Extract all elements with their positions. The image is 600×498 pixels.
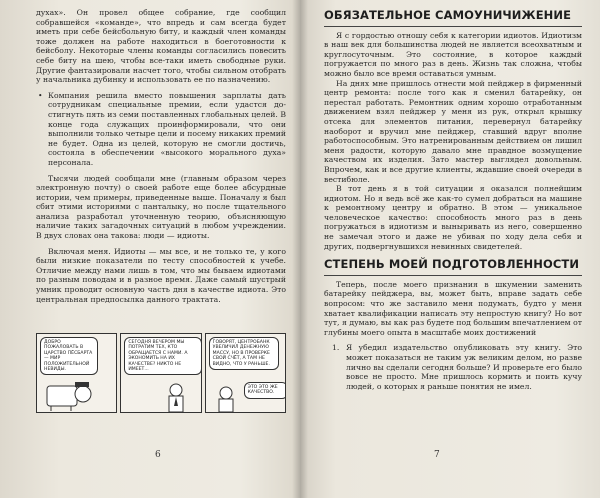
list-item [332, 343, 582, 391]
dilbert-figure-icon [161, 382, 191, 412]
section-heading: ОБЯЗАТЕЛЬНОЕ САМОУНИЧИЖЕНИЕ [324, 8, 572, 22]
paragraph: духах». Он провел общее собрание, где сообщил собравшейся «команде», что впредь и сам всегда будет иметь при себе бейсбольную биту, и каждый член команды тоже должен на работе находиться в боеготовности к бейсболу. Некоторые члены команды согласились повесить себе биту на шею, чтобы все-таки иметь свободные руки. Другие фантазировали насчет того, чтобы сильном отобрать у начальника дубинку и использовать ее по назначению. [36, 8, 286, 85]
page-number: 7 [434, 450, 440, 461]
comic-strip [36, 333, 286, 413]
heading-rule [324, 275, 582, 276]
manager-figure-icon [212, 386, 240, 412]
numbered-list [324, 343, 582, 391]
list-number: 1. [332, 343, 340, 353]
comic-panel-3 [205, 333, 286, 413]
dogbert-figure-icon [43, 376, 98, 412]
bullet-dot-icon: • [38, 90, 43, 100]
paragraph: Включая меня. Идиоты — мы все, и не только те, у кого были низкие показатели по тесту способностей к учебе. Отличие между нами лишь в том, что мы бываем идиотами по разным поводам и в разное время. Даже самый шустрый умник проводит основную часть дня в качестве идиота. Это центральная предпосылка данного трактата. [36, 246, 286, 304]
speech-bubble: СЕГОДНЯ ВЕЧЕРОМ МЫ ПОТРАТИМ ТЕХ, КТО ОБРАЩАЕТСЯ С НАМИ. А ЭКОНОМИТЬ НА ИХ КАЧЕСТВЕ? НИКТО НЕ ИМЕЕТ... [124, 337, 201, 375]
paragraph: Теперь, после моего признания в шкумении заменить батарейку пейджера, вы, может быть, вправе задать себе вопросом: что же заставило меня подумать, будто у меня хватает квалификации написать эту непростую книгу? Но вот тут, я думаю, вы как раз будете под большим впечатлением от глубины моего опыта в масштабе моих достижений [324, 279, 582, 337]
paragraph: Я с гордостью отношу себя к категории идиотов. Идиотизм в наш век для большинства людей не является всеохватным и круглосуточным. Это состояние, в которое каждый погружается по много раз в день. Жизнь так сложна, чтобы можно было все время оставаться умным. [324, 30, 582, 78]
paragraph: В тот день я в той ситуации я оказался полнейшим идиотом. Но я ведь всё же как-то сумел добраться на машине к ремонтному центру и обратно. В этом — уникальное человеческое качество: способность много раз в день погружаться в идиотизм и выныривать из него, совершенно не замечая этого и даже не убивая по ходу дела себя и других, подвергнувшихся невинных свидетелей. [324, 184, 582, 251]
right-page [300, 0, 600, 498]
comic-panel-2 [120, 333, 201, 413]
paragraph: Тысячи людей сообщали мне (главным образом через электронную почту) о своей работе еще более абсурдные истории, чем примеры, приведенные выше. Поначалу я был сбит этими историями с панталыку, но после тщательного анализа разработал уточненную теорию, объясняющую наличие таких загадочных ситуаций в любом учреждении. В двух словах она такова: люди — идиоты. [36, 173, 286, 241]
page-number: 6 [155, 450, 161, 461]
comic-panel-1 [36, 333, 117, 413]
bullet-text: Компания решила вместо повышения зарплаты дать сотрудникам специальные премии, если удастся достигнуть пять из семи поставленных глобальных целей. В конце года служащих проинформировали, что они выполнили только четыре цели и посему никаких премий не будет. Одна из целей, которую не смогли достичь, состояла в обеспечении «высокого морального духа» персонала. [48, 90, 286, 167]
speech-bubble: ДОБРО ПОЖАЛОВАТЬ В ЦАРСТВО ПЁСБАРТА — МИР ПОЛОЖИТЕЛЬНОЙ НЕВИДЫ. [40, 337, 98, 375]
speech-bubble: ЭТО ЭТО ЖЕ КАЧЕСТВО. [244, 382, 286, 399]
section-heading: СТЕПЕНЬ МОЕЙ ПОДГОТОВЛЕННОСТИ [324, 257, 580, 272]
paragraph: На днях мне пришлось отнести мой пейджер в фирменный центр ремонта: после того как я сменил батарейку, он перестал работать. Ремонтник одним хорошо отработанным движением взял пейджер у меня из рук, открыл крышку отсека для элементов питания, перевернул батарейку наоборот и вручил мне пейджер, ставший вдруг вполне работоспособным. Это натренированным действием он лишил меня радости, которую давало мне правдное возмущение качеством их изделия. Зато мастер выглядел довольным. Впрочем, как и все другие клиенты, ждавшие своей очереди в вестибюле. [324, 78, 582, 184]
bullet-item [38, 90, 286, 168]
heading-rule [324, 26, 582, 27]
list-item-text: Я убедил издательство опубликовать эту книгу. Это может показаться не таким уж великим делом, но разве лично вы сделали сегодня больше? И проверьте его было вовсе не просто. Мне пришлось кормить и поить кучу людей, о которых я раньше понятия не имел. [346, 343, 582, 391]
bullet-list [36, 91, 286, 168]
speech-bubble: ГОВОРЯТ, ЦЕНТРОБАНК УВЕЛИЧИЛ ДЕНЕЖНУЮ МАССУ, НО В ПРОВЕРКЕ СВОЙ СЧЁТ, А ТАМ НЕ ВИДНО, ЧТО У РАНЬШЕ. [209, 337, 279, 370]
